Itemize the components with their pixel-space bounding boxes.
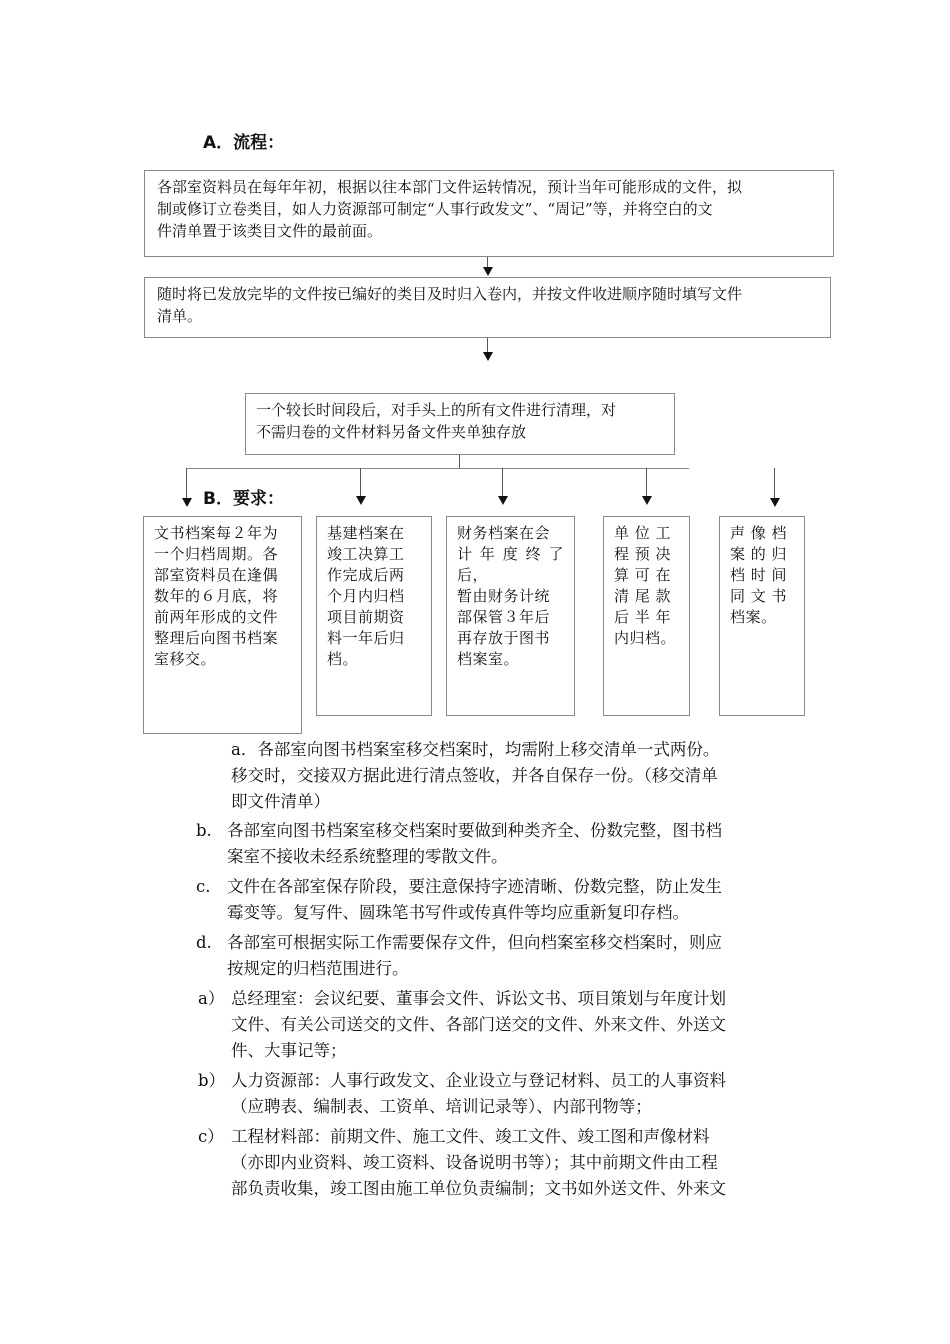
req-box-line: 项目前期资 (327, 608, 405, 626)
requirement-item-c (196, 874, 816, 926)
req-box-line: 档案。 (730, 608, 777, 626)
item-line: 各部室可根据实际工作需要保存文件，但向档案室移交档案时，则应 (227, 933, 722, 952)
item-line: （亦即内业资料、竣工资料、设备说明书等）；其中前期文件由工程 (231, 1153, 718, 1172)
req-box-line: 再存放于图书 (457, 629, 551, 647)
req-box-line: 后 半 年 (614, 608, 672, 626)
req-box-line: 整理后向图书档案 (154, 629, 279, 647)
item-marker: b） (198, 1071, 226, 1090)
req-box-line: 部室资料员在逢偶 (154, 566, 279, 584)
req-box-line: 部保管３年后 (457, 608, 551, 626)
archive-scope-item-b (198, 1068, 818, 1120)
req-box-line: 算 可 在 (614, 566, 672, 584)
archive-scope-item-a (198, 986, 818, 1064)
item-line: 即文件清单） (231, 792, 330, 811)
item-line: 霉变等。复写件、圆珠笔书写件或传真件等均应重新复印存档。 (227, 903, 689, 922)
flow-step-2-line: 随时将已发放完毕的文件按已编好的类目及时归入卷内，并按文件收进顺序随时填写文件 (157, 285, 743, 303)
req-box-line: 基建档案在 (327, 524, 405, 542)
flow-connector (646, 468, 647, 496)
item-line: 件、大事记等； (231, 1041, 347, 1060)
flow-arrow-down-icon (642, 496, 652, 505)
req-box-project-budget (603, 516, 690, 716)
req-box-line: 数年的６月底，将 (154, 587, 279, 605)
flow-connector (774, 468, 775, 498)
req-box-line: 档案室。 (457, 650, 520, 668)
flow-step-3-line: 一个较长时间段后，对手头上的所有文件进行清理，对 (256, 401, 617, 419)
flow-connector (502, 468, 503, 496)
req-box-line: 财务档案在会 (457, 524, 551, 542)
item-marker: b. (196, 821, 212, 840)
req-box-line: 单 位 工 (614, 524, 672, 542)
req-box-line: 清 尾 款 (614, 587, 672, 605)
item-line: （应聘表、编制表、工资单、培训记录等）、内部刊物等； (231, 1097, 652, 1116)
flow-connector (459, 455, 460, 468)
item-marker: d. (196, 933, 212, 952)
req-box-line: 竣工决算工 (327, 545, 405, 563)
item-marker: c） (198, 1127, 224, 1146)
flow-step-2-box (144, 277, 831, 338)
flow-arrow-down-icon (498, 496, 508, 505)
item-line: 各部室向图书档案室移交档案时要做到种类齐全、份数完整，图书档 (227, 821, 722, 840)
req-box-line: 档。 (327, 650, 359, 668)
flow-connector (360, 468, 361, 496)
flow-arrow-down-icon (483, 352, 493, 361)
archive-scope-item-c (198, 1124, 818, 1202)
flow-arrow-down-icon (356, 496, 366, 505)
item-line: 各部室向图书档案室移交档案时，均需附上移交清单一式两份。 (257, 740, 720, 759)
flow-branch-line (186, 468, 689, 469)
flow-connector (186, 468, 187, 498)
req-box-construction (316, 516, 432, 716)
req-box-line: 室移交。 (154, 650, 217, 668)
req-box-line: 前两年形成的文件 (154, 608, 279, 626)
requirement-item-b (196, 818, 816, 870)
item-line: 按规定的归档范围进行。 (227, 959, 409, 978)
req-box-line: 内归档。 (614, 629, 677, 647)
item-line: 人力资源部：人事行政发文、企业设立与登记材料、员工的人事资料 (231, 1071, 726, 1090)
req-box-line: 声 像 档 (730, 524, 788, 542)
flow-connector (487, 257, 488, 267)
section-b-heading: B．要求： (203, 489, 284, 509)
item-line: 案室不接收未经系统整理的零散文件。 (227, 847, 508, 866)
item-marker: a． (231, 740, 258, 759)
item-marker: c. (196, 877, 211, 896)
flow-step-1-line: 制或修订立卷类目，如人力资源部可制定“人事行政发文”、“周记”等，并将空白的文 (157, 200, 713, 218)
req-box-line: 一个归档周期。各 (154, 545, 279, 563)
req-box-finance (446, 516, 575, 716)
req-box-documents (143, 516, 302, 734)
requirement-item-d (196, 930, 816, 982)
flow-arrow-down-icon (770, 498, 780, 507)
item-line: 文件在各部室保存阶段，要注意保持字迹清晰、份数完整，防止发生 (227, 877, 722, 896)
req-box-line: 料一年后归 (327, 629, 405, 647)
flow-arrow-down-icon (483, 267, 493, 276)
item-line: 文件、有关公司送交的文件、各部门送交的文件、外来文件、外送文 (231, 1015, 726, 1034)
flow-step-1-box (144, 170, 834, 257)
item-line: 工程材料部：前期文件、施工文件、竣工文件、竣工图和声像材料 (231, 1127, 710, 1146)
item-line: 部负责收集，竣工图由施工单位负责编制；文书如外送文件、外来文 (231, 1179, 726, 1198)
req-box-line: 程 预 决 (614, 545, 672, 563)
requirement-item-a (231, 737, 821, 815)
req-box-line: 档 时 间 (730, 566, 788, 584)
req-box-line: 计年度终了后， (457, 545, 564, 584)
req-box-line: 个月内归档 (327, 587, 405, 605)
req-box-audio-visual (719, 516, 805, 716)
flow-step-2-line: 清单。 (157, 307, 203, 325)
item-line: 移交时，交接双方据此进行清点签收，并各自保存一份。（移交清单 (231, 766, 718, 785)
section-a-heading: A．流程： (203, 133, 285, 153)
flow-arrow-down-icon (182, 498, 192, 507)
flow-connector (487, 338, 488, 352)
req-box-line: 作完成后两 (327, 566, 405, 584)
item-line: 总经理室：会议纪要、董事会文件、诉讼文书、项目策划与年度计划 (231, 989, 726, 1008)
flow-step-1-line: 件清单置于该类目文件的最前面。 (157, 222, 383, 240)
flow-step-3-box (245, 393, 675, 455)
req-box-line: 文书档案每２年为 (154, 524, 279, 542)
req-box-line: 同 文 书 (730, 587, 788, 605)
item-marker: a） (198, 989, 225, 1008)
req-box-line: 暂由财务计统 (457, 587, 551, 605)
flow-step-3-line: 不需归卷的文件材料另备文件夹单独存放 (256, 423, 527, 441)
flow-step-1-line: 各部室资料员在每年年初，根据以往本部门文件运转情况，预计当年可能形成的文件，拟 (157, 178, 743, 196)
req-box-line: 案 的 归 (730, 545, 788, 563)
